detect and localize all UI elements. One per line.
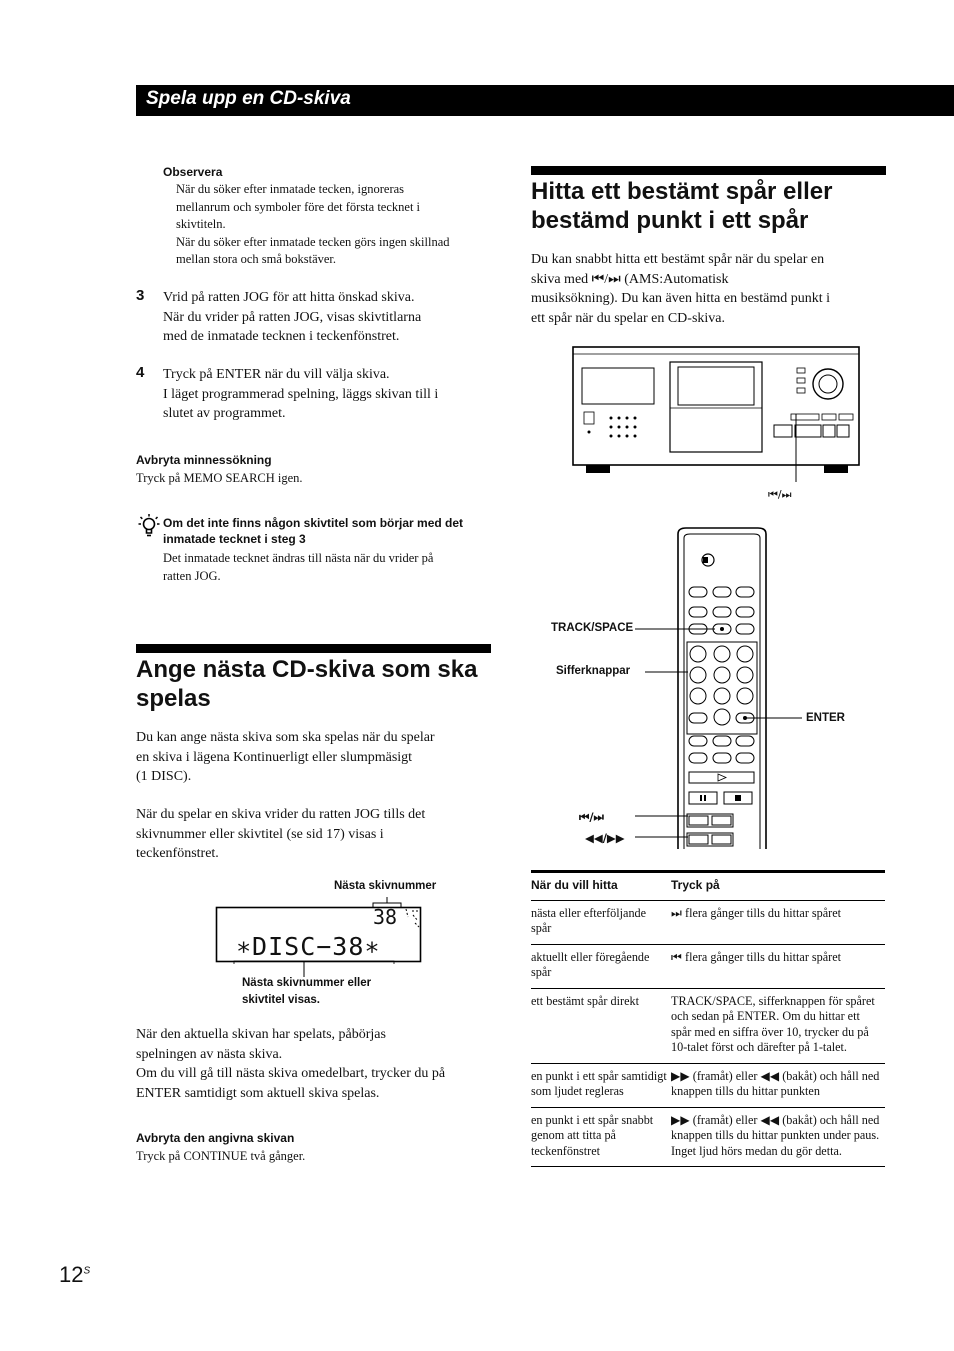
cancel-disc-heading: Avbryta den angivna skivan: [136, 1131, 295, 1145]
step-4-text: Tryck på ENTER när du vill välja skiva. I läget programmerad spelning, läggs skivan till i slutet av programmet.: [163, 367, 439, 421]
table-cell: ett bestämt spår direkt: [531, 988, 671, 1063]
cd-player-illustration: [566, 342, 866, 512]
table-header-row: [531, 874, 885, 900]
tip-heading: Om det inte finns någon skivtitel som börjar med det inmatade tecknet i steg 3: [163, 516, 464, 546]
section-banner: [136, 85, 954, 116]
column-header-press: Tryck på: [671, 874, 885, 900]
cancel-memo-text: Tryck på MEMO SEARCH igen.: [136, 471, 303, 485]
paragraph: Du kan snabbt hitta ett bestämt spår när du spelar en skiva med ⏮/⏭ (AMS:Automatisk musiksökning). Du kan även hitta en bestämd punkt i ett spår när du spelar en CD-skiva.: [531, 252, 831, 326]
step-3-text: Vrid på ratten JOG för att hitta önskad skiva. När du vrider på ratten JOG, visas skivtitlarna med de inmatade tecknen i teckenfönstret.: [163, 290, 422, 344]
section-heading: Ange nästa CD-skiva som ska spelas: [136, 656, 478, 712]
table-cell: TRACK/SPACE, sifferknappen för spåret och sedan på ENTER. Om du hittar ett spår med en siffra över 10, trycker du på 10-talet först och därefter på 1-talet.: [671, 988, 885, 1063]
note-text: När du söker efter inmatade tecken, ignoreras mellanrum och symboler före det första tecknet i skivtiteln. När du söker efter inmatade tecken görs ingen skillnad mellan stora och små bokstäver.: [176, 182, 450, 266]
table-cell: en punkt i ett spår samtidigt som ljudet regleras: [531, 1063, 671, 1107]
section-heading: Hitta ett bestämt spår eller bestämd punkt i ett spår: [531, 178, 833, 234]
player-ams-label: ⏮/⏭: [768, 488, 792, 501]
display-label-top: Nästa skivnummer: [334, 880, 437, 892]
remote-search-label: ◀◀/▶▶: [585, 831, 625, 845]
table-row: [531, 900, 885, 944]
remote-digit-keys-label: Sifferknappar: [556, 665, 631, 677]
step-3-number: 3: [136, 287, 145, 304]
table-cell: en punkt i ett spår snabbt genom att titta på teckenfönstret: [531, 1107, 671, 1167]
note-heading: Observera: [163, 165, 223, 179]
table-cell: nästa eller efterföljande spår: [531, 900, 671, 944]
section-rule: [136, 644, 491, 653]
cancel-memo-heading: Avbryta minnessökning: [136, 453, 272, 467]
step-4-number: 4: [136, 364, 145, 381]
section-rule: [531, 166, 886, 175]
remote-track-space-label: TRACK/SPACE: [551, 622, 634, 634]
paragraph: När den aktuella skivan har spelats, påbörjas spelningen av nästa skiva. Om du vill gå till nästa skiva omedelbart, trycker du på ENTER samtidigt som aktuell skiva spelas.: [136, 1027, 446, 1101]
display-disc-number: 38: [373, 905, 398, 929]
table-cell: ▶▶ (framåt) eller ◀◀ (bakåt) och håll ned knappen tills du hittar punkten under paus. Inget ljud hörs medan du gör detta.: [671, 1107, 885, 1167]
table-row: [531, 1063, 885, 1107]
remote-enter-label: ENTER: [806, 712, 845, 724]
table-cell: ⏭ flera gånger tills du hittar spåret: [671, 900, 885, 944]
display-main-text: ∗DISC−38∗: [236, 932, 381, 961]
table-cell: ⏮ flera gånger tills du hittar spåret: [671, 944, 885, 988]
table-top-rule: [531, 870, 885, 873]
table-row: [531, 988, 885, 1063]
table-cell: aktuellt eller föregående spår: [531, 944, 671, 988]
table-row: [531, 1107, 885, 1167]
page-number: $12^S$: [59, 1262, 91, 1287]
section-title: Spela upp en CD-skiva: [146, 88, 351, 109]
tip-lightbulb-icon: [138, 513, 160, 539]
table-cell: ▶▶ (framåt) eller ◀◀ (bakåt) och håll ned knappen tills du hittar punkten: [671, 1063, 885, 1107]
table-row: [531, 944, 885, 988]
remote-ams-label: ⏮/⏭: [579, 810, 604, 824]
cancel-disc-text: Tryck på CONTINUE två gånger.: [136, 1149, 306, 1163]
column-header-what: När du vill hitta: [531, 874, 671, 900]
paragraph: Du kan ange nästa skiva som ska spelas när du spelar en skiva i lägena Kontinuerligt eller slumpmäsigt (1 DISC).: [136, 730, 435, 784]
display-label-bottom: Nästa skivnummer eller skivtitel visas.: [242, 977, 372, 1006]
tip-text: Det inmatade tecknet ändras till nästa när du vrider på ratten JOG.: [163, 551, 434, 583]
paragraph: När du spelar en skiva vrider du ratten JOG tills det skivnummer eller skivtitel (se sid 17) visas i teckenfönstret.: [136, 807, 426, 861]
operation-table: [531, 874, 885, 1167]
remote-callout-lines: [630, 620, 830, 850]
